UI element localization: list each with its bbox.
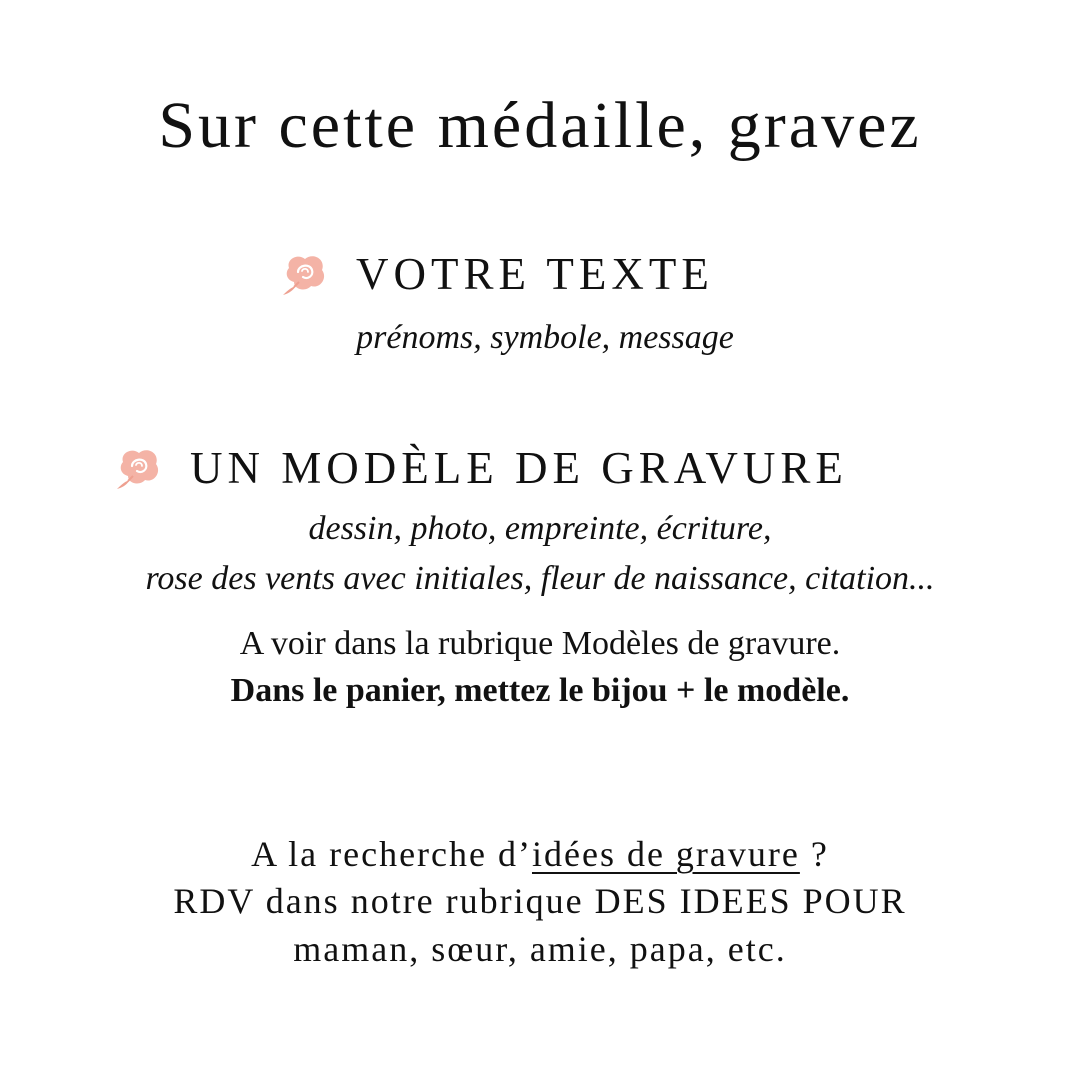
section-votre-texte-label: VOTRE TEXTE [356,249,714,299]
section-votre-texte-heading [280,246,714,302]
ideas-line1-suffix: ? [799,834,829,874]
section-modele-subtitle-line1: dessin, photo, empreinte, écriture, [308,510,772,547]
section-modele-gravure-label: UN MODÈLE DE GRAVURE [190,443,848,493]
section-modele-info-line2: Dans le panier, mettez le bijou + le modèle. [230,672,850,709]
ideas-line3: maman, sœur, amie, papa, etc. [293,929,787,969]
ideas-line1 [0,830,1080,878]
section-modele-gravure-heading [114,440,848,496]
ideas-line1-prefix: A la recherche d’ [251,834,532,874]
section-votre-texte-subtitle: prénoms, symbole, message [356,319,734,356]
rose-flower-icon [114,443,164,493]
idees-de-gravure-link[interactable]: idées de gravure [531,834,800,874]
ideas-line2: RDV dans notre rubrique DES IDEES POUR [173,881,907,921]
section-modele-subtitle-line2: rose des vents avec initiales, fleur de naissance, citation... [145,560,935,597]
rose-flower-icon [280,249,330,299]
section-modele-info-line1: A voir dans la rubrique Modèles de gravure. [239,625,841,662]
page-title: Sur cette médaille, gravez [158,89,922,162]
